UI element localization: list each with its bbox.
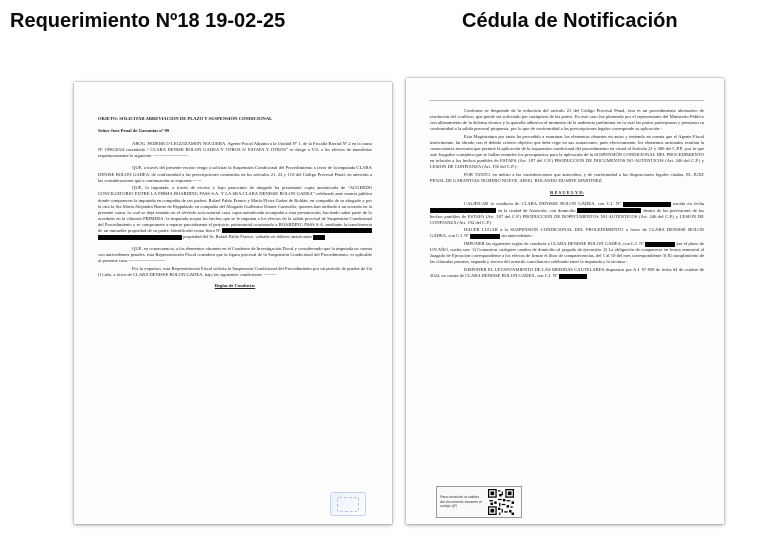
paragraph-2-tail: propiedad del Sr. Rafael Pablo Franco, valuado en dólares americanos <box>183 234 312 240</box>
cedula-title: Cédula de Notificación <box>462 10 678 32</box>
paragraph-2 <box>98 185 372 240</box>
resolution-1-text: dentro de las previsiones de los hechos punibles de ESTAFA (Art. 187 del C.P.) PRODUCCION DE DOPPCUMENTOS NO AUTENTICOS (Art. 246 del C.P.) y LESION DE CONFIANZA (Art. 192 del C.P.) <box>430 207 705 225</box>
resolution-1 <box>430 201 704 225</box>
qr-code-icon[interactable] <box>488 489 514 515</box>
resolution-2-tail: sin antecedentes.- <box>501 233 534 239</box>
resolution-1-text: nacida en fecha <box>673 201 704 207</box>
redaction-box <box>313 235 325 240</box>
redaction-box <box>577 208 641 213</box>
resolution-1-text: en la ciudad de Asunción, con domicilio <box>497 207 576 213</box>
objeto-line: OBJETO: SOLICITAR ABREVIACION DE PLAZO Y SUSPENSION CONDICIONAL <box>98 116 273 121</box>
requerimiento-body <box>98 116 372 291</box>
redaction-box <box>222 228 372 233</box>
paragraph-1: Conforme se desprende de la redacción del artículo 21 del Código Procesal Penal, ésta es un procedimiento alternativo de resolución del conflicto, que puede ser solicitado por cualquiera de las partes. En este caso fue planteado por el representante del Ministerio Público con allanamiento de la defensa técnica y la querella adhesiva al momento de la audiencia preliminar en la cual las partes participaron y prestaron su conformidad a la salida procesal propuesta, por lo que de conformidad a las prescripciones legales corresponde su aplicación.- <box>430 108 704 132</box>
reglas-heading: Reglas de Conducta: <box>214 283 256 289</box>
salutation: Señor Juez Penal de Garantias nº 09 <box>98 128 170 134</box>
redaction-box <box>559 274 587 279</box>
resolution-1-text: CALIFICAR la conducta de CLARA DENISSE BOLON GADEA, con C.I. Nº <box>464 201 621 207</box>
requerimiento-document <box>74 82 392 524</box>
qr-caption: Para consultar la validez del documento escanee el código QR <box>440 495 482 509</box>
resolution-2-text: HACER LUGAR a la SUSPENSION CONDICIONAL DEL PROCEDIMIENTO a favor de CLARA DENISSE BOLON GADEA, con C.I. Nº <box>430 227 704 239</box>
redaction-box <box>623 202 671 207</box>
paragraph-3: QUE, en consecuencia, a los elementos obrantes en el Cuaderno de Investigación Fiscal y considerando que la imputada no cuenta con antecedentes penales, esta Representación Fiscal considera que la figura procesal de la Suspensión Condicional del Procedimiento, es aplicable al presente caso.------------------------ <box>98 246 372 264</box>
resuelve-heading: R E S U E L V E: <box>550 190 584 196</box>
redaction-box <box>645 242 675 247</box>
paragraph-1: QUE, a través del presente escrito vengo a solicitar la Suspensión Condicional del Procedimiento a favor de la imputada CLARA DENISE BOLON GADEA, de conformidad a las prescripciones contenidas en los artículos 21, 22 y 110 del Código Procesal Penal, en atención a las consideraciones que a continuación se exponen:------ <box>98 165 372 183</box>
redaction-box <box>98 235 182 240</box>
resolution-3-text: por el plazo de UN AÑO, cuales son: 1) Comunicar cualquier cambio de domicilio al juzgado de ejecución. 2) La obligación de comparecer en forma semestral al Juzgado de Ejecución correspondiente a los efectos de firmar el libro de comparecencias, del 1 al 10 del mes correspondiente 3) El cumplimiento de las cláusulas primera, segunda y tercera del acuerdo conciliatorio celebrado entre la imputada y la víctima.- <box>430 241 704 265</box>
intro-paragraph: ABOG. FEDERICO LEGUIZAMON NOGUERA, Agente Fiscal Adjunto a la Unidad Nº 1, de la Fiscalía Barrial Nº 2 en la causa Nº 1996/2024 caratulada “ CLARA DENISE BOLON GADEA Y OTROS S/ ESTAFA Y OTROS” se dirige a V.S. a los efectos de manifestar respetuosamente lo siguiente: ----------------------- <box>98 141 372 159</box>
seal-stamp <box>330 492 366 516</box>
resolution-3 <box>430 241 704 265</box>
paragraph-2-text: QUE, la imputada, a través de escrito y bajo patrocinio de abogado ha presentado copia autenticada de “ACUERDO CONCILIATORIO ENTRE LA FIRMA BOARDING PASS S.A. Y LA SRA CLARA DENISSE BOLON GADEA” celebrado ante notaria pública donde comparecen la imputada en compañía de sus padres, Rafael Pablo Franco y María Elvira Gadea de Roldán, en compañía de su abogado y por la otra la Sra María Alejandra Bueno de Pappalardo en compañía del Abogado Guillermo Duarte Cazavalio, quienes han arribado a un acuerdo en la presente causa, lo cual se deja sentado en el referido acta notarial cuya copia autenticada acompaña a esta presentación, haciendo saber parte de lo acordado en la cláusula PRIMERA: la imputada acepta los hechos que se le imputan a los efectos de la salida procesal de Suspensión Condicional del Procedimiento y se compromete a reparar parcialmente el perjuicio patrimonial ocasionado a BOARDING PASS S.A. mediante la transferencia de un inmueble propiedad de su padre, identificado como finca Nº <box>98 185 372 233</box>
resolution-4 <box>430 267 704 279</box>
paragraph-4: Por lo expuesto, esta Representación Fiscal solicita la Suspensión Condicional del Procedimiento por un periodo de prueba de Un (1) año, a favor de CLARA DENISSE BOLON GADEA, bajo las siguientes condiciones: -------- <box>98 266 372 278</box>
redaction-box <box>430 208 496 213</box>
qr-validation-box <box>436 486 522 518</box>
resolution-3-text: IMPONER las siguientes reglas de conducta a CLARA DENISSE BOLON GADEA, con C.I. Nº <box>464 241 644 247</box>
paragraph-2: Esta Magistratura por tanto ha procedido a examinar los elementos obrantes en autos y teniendo en cuenta que el Agente Fiscal interviniente, ha obrado con el debido criterio objetivo que debe regir en sus actuaciones, pues efectivamente, los elementos arrimados resultan la consecuencia necesaria que permite la aplicación de la suspensión condicional del procedimiento en virtud al Artículo 21 y 306 del C.P.P., por lo que este Juzgador considera que se hallan reunidos los presupuestos para la aplicación de la SUSPENSIÓN CONDICIONAL DEL PROCEDIMIENTO en relación a los hechos punibles de ESTAFA (Art. 187 del C.P.) PRODUCCION DE DOCUMENTOS NO AUTENTICOS (Art. 246 del C.P.) y LESION DE CONFIANZA (Art. 192 del C.P.).- <box>430 133 704 170</box>
paragraph-3: POR TANTO, en mérito a las consideraciones que anteceden, y de conformidad a las disposiciones legales citadas, EL JUEZ PENAL DE GARANTIAS NUMERO NUEVE, ABOG. ROLANDO DUARTE MARTINEZ; <box>430 172 704 184</box>
resolution-2 <box>430 227 704 239</box>
cedula-document <box>406 78 724 524</box>
redaction-box <box>470 234 500 239</box>
resolution-4-text: DISPONER EL LEVANTAMIENTO DE LAS MEDIDAS CAUTELARES dispuestas por A.I. Nº 838 de fecha 04 de octubre de 2024, en contra de CLARA DENISSE BOLON GADEA, con C.I. Nº <box>430 267 704 279</box>
cedula-body <box>430 108 704 281</box>
requerimiento-title: Requerimiento Nº18 19-02-25 <box>10 10 286 32</box>
header-rule <box>430 100 704 101</box>
